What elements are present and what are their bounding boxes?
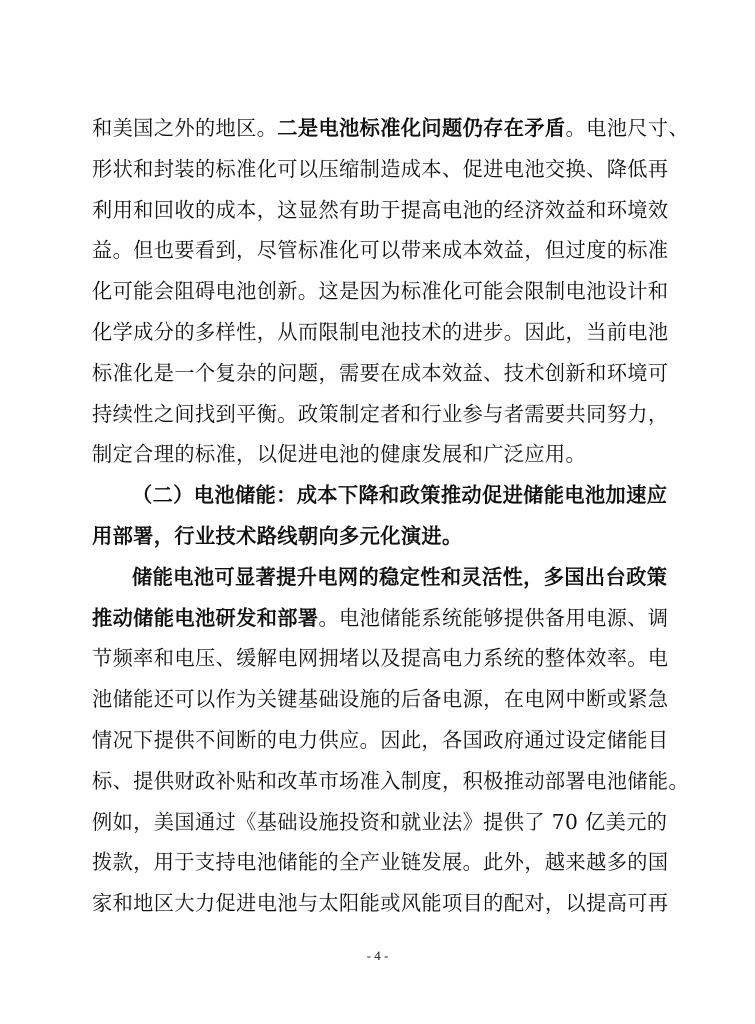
paragraph-1-line-5: 化可能会阻碍电池创新。这是因为标准化可能会限制电池设计和 bbox=[92, 279, 669, 304]
section-heading-line-2: 用部署，行业技术路线朝向多元化演进。 bbox=[92, 523, 463, 548]
paragraph-2-line-3: 节频率和电压、缓解电网拥堵以及提高电力系统的整体效率。电 bbox=[92, 646, 669, 671]
paragraph-1-line-3: 利用和回收的成本，这显然有助于提高电池的经济效益和环境效 bbox=[92, 197, 669, 222]
paragraph-1-line-7: 标准化是一个复杂的问题，需要在成本效益、技术创新和环境可 bbox=[92, 360, 669, 385]
paragraph-1-line-4: 益。但也要看到，尽管标准化可以带来成本效益，但过度的标准 bbox=[92, 238, 669, 263]
paragraph-1-line-1 bbox=[92, 108, 690, 149]
section-heading-line-1: （二）电池储能：成本下降和政策推动促进储能电池加速应 bbox=[132, 483, 668, 508]
paragraph-1-line-2: 形状和封装的标准化可以压缩制造成本、促进电池交换、降低再 bbox=[92, 156, 669, 181]
paragraph-2-line-2 bbox=[92, 598, 667, 639]
paragraph-2-line-4: 池储能还可以作为关键基础设施的后备电源，在电网中断或紧急 bbox=[92, 687, 669, 712]
body-text bbox=[92, 108, 690, 924]
text-run: 。电池储能系统能够提供备用电源、调 bbox=[318, 605, 669, 630]
paragraph-1-line-8: 持续性之间找到平衡。政策制定者和行业参与者需要共同努力， bbox=[92, 401, 669, 426]
page-number: - 4 - bbox=[366, 948, 389, 963]
paragraph-2-line-6: 标、提供财政补贴和改革市场准入制度，积极推动部署电池储能。 bbox=[92, 768, 690, 793]
paragraph-2-line-5: 情况下提供不间断的电力供应。因此，各国政府通过设定储能目 bbox=[92, 727, 669, 752]
paragraph-1-line-9: 制定合理的标准，以促进电池的健康发展和广泛应用。 bbox=[92, 442, 587, 467]
paragraph-2-line-9: 家和地区大力促进电池与太阳能或风能项目的配对，以提高可再 bbox=[92, 891, 669, 916]
paragraph-2-line-1: 储能电池可显著提升电网的稳定性和灵活性，多国出台政策 bbox=[132, 564, 668, 589]
bold-key-point: 推动储能电池研发和部署 bbox=[92, 605, 319, 630]
paragraph-1-line-6: 化学成分的多样性，从而限制电池技术的进步。因此，当前电池 bbox=[92, 319, 669, 344]
text-run: 和美国之外的地区。 bbox=[92, 116, 278, 140]
paragraph-2-line-8: 拨款，用于支持电池储能的全产业链发展。此外，越来越多的国 bbox=[92, 850, 669, 875]
text-run: 。电池尺寸、 bbox=[565, 116, 690, 140]
bold-key-point: 二是电池标准化问题仍存在矛盾 bbox=[277, 116, 566, 140]
paragraph-2-line-7: 例如，美国通过《基础设施投资和就业法》提供了 70 亿美元的 bbox=[92, 809, 668, 834]
